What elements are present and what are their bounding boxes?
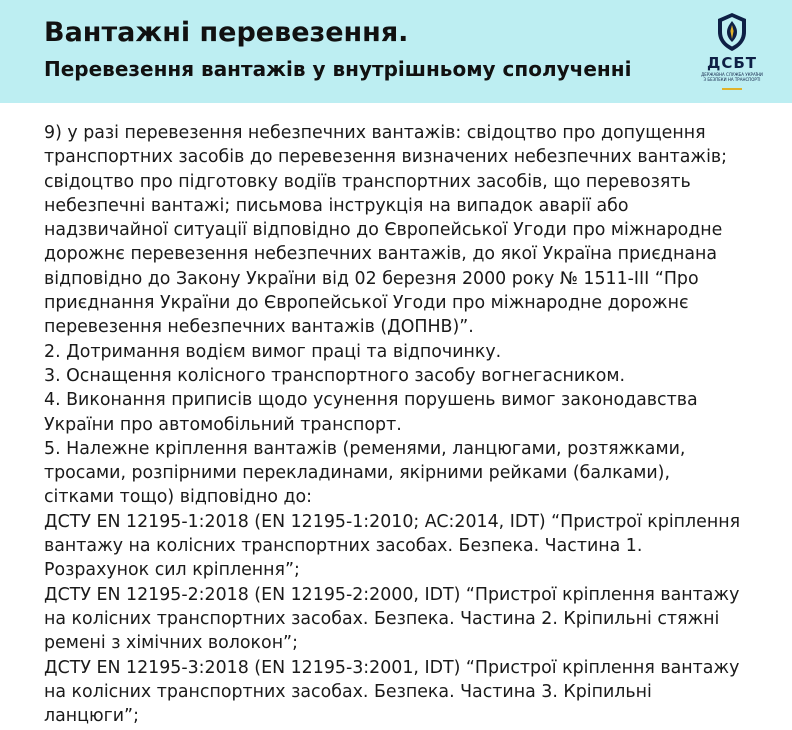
logo-wordmark: ДСБТ (706, 54, 758, 72)
dsbt-logo (694, 12, 770, 96)
text-line: свідоцтво про підготовку водіїв транспортних засобів, що перевозять (44, 171, 691, 192)
text-line: небезпечні вантажі; письмова інструкція на випадок аварії або (44, 195, 629, 216)
text-line: 4. Виконання приписів щодо усунення порушень вимог законодавства (44, 390, 698, 411)
text-line: дорожнє перевезення небезпечних вантажів, до якої Україна приєднана (44, 244, 718, 265)
page-title: Вантажні перевезення. (44, 17, 409, 48)
text-line: вантажу на колісних транспортних засобах. Безпека. Частина 1. (44, 536, 643, 557)
text-line: приєднання України до Європейської Угоди про міжнародне дорожнє (44, 293, 689, 314)
logo-caption: ДЕРЖАВНА СЛУЖБА УКРАЇНИ З БЕЗПЕКИ НА ТРАНСПОРТІ (701, 72, 763, 82)
text-line: перевезення небезпечних вантажів (ДОПНВ)”. (44, 317, 474, 338)
text-line: ремені з хімічних волокон”; (44, 633, 298, 654)
text-line: ДСТУ EN 12195-3:2018 (EN 12195-3:2001, IDT) “Пристрої кріплення вантажу (44, 657, 740, 678)
document-body (44, 121, 774, 728)
text-line: 5. Належне кріплення вантажів (ременями, ланцюгами, розтяжками, (44, 438, 686, 459)
text-line: надзвичайної ситуації відповідно до Європейської Угоди про міжнародне (44, 220, 723, 241)
text-line: на колісних транспортних засобах. Безпека. Частина 3. Кріпильні (44, 681, 652, 702)
text-line: транспортних засобів до перевезення визначених небезпечних вантажів; (44, 147, 728, 168)
shield-emblem-icon (716, 12, 748, 52)
text-line: ДСТУ EN 12195-2:2018 (EN 12195-2:2000, IDT) “Пристрої кріплення вантажу (44, 584, 740, 605)
text-line: на колісних транспортних засобах. Безпека. Частина 2. Кріпильні стяжні (44, 608, 720, 629)
text-line: тросами, розпірними перекладинами, якірними рейками (балками), (44, 463, 670, 484)
text-line: ДСТУ EN 12195-1:2018 (EN 12195-1:2010; AC:2014, IDT) “Пристрої кріплення (44, 511, 741, 532)
logo-accent-line (722, 88, 742, 90)
text-line: відповідно до Закону України від 02 березня 2000 року № 1511-ІІІ “Про (44, 268, 699, 289)
text-line: України про автомобільний транспорт. (44, 414, 402, 435)
text-line: 9) у разі перевезення небезпечних вантажів: свідоцтво про допущення (44, 123, 706, 143)
text-line: 2. Дотримання водієм вимог праці та відпочинку. (44, 341, 502, 362)
text-line: ланцюги”; (44, 706, 139, 727)
header-banner (0, 0, 792, 103)
page-subtitle: Перевезення вантажів у внутрішньому сполученні (44, 57, 632, 81)
text-line: сітками тощо) відповідно до: (44, 487, 313, 508)
text-line: 3. Оснащення колісного транспортного засобу вогнегасником. (44, 365, 625, 386)
text-line: Розрахунок сил кріплення”; (44, 560, 300, 581)
